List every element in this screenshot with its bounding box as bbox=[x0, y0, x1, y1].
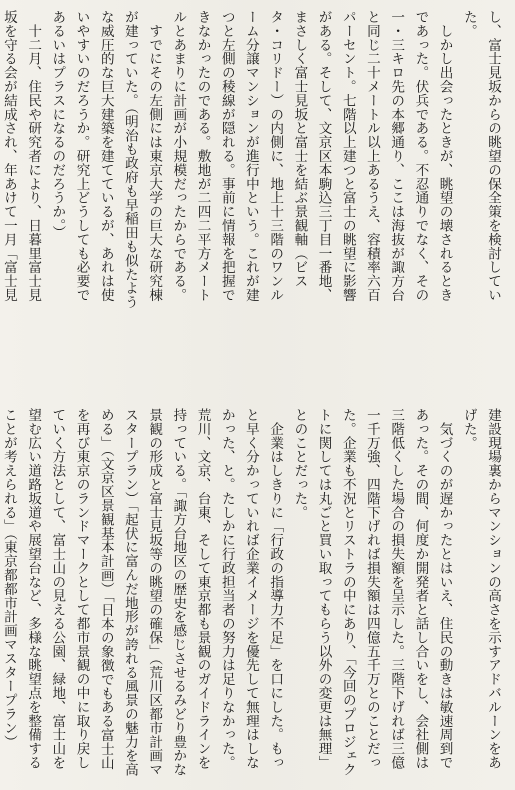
upper-text-block bbox=[0, 10, 505, 310]
paragraph: しかし出会ったときが、眺望の壊されるときであった。伏兵である。不忍通りでなく、その一・三キロ先の本郷通り、ここは海抜が諏方台と同じ二十メートル以上あるうえ、容積率六百パーセント。七階以上建つと富士の眺望に影響がある。そして、文京区本駒込三丁目一番地、まさしく富士見坂と富士を結ぶ景観軸（ビスタ・コリドー）の内側に、地上十三階のワンルーム分譲マンションが進行中という。これが建つと左側の稜線が隠れる。事前に情報を把握できなかったのである。敷地が二四二平方メートルとあまりに計画が小規模だったからである。 bbox=[170, 10, 453, 302]
lower-text-block bbox=[0, 408, 505, 780]
paragraph: すでにその左側には東京大学の巨大な研究棟が建っていた。（明治も政府も早稲田も似たような威圧的な巨大建築を建てているが、あれは使いやすいのだろうか。研究上どうしても必要であるいはプラスになるのだろうか。） bbox=[49, 10, 163, 309]
paragraph: 企業はしきりに「行政の指導力不足」を口にした。もっと早く分かっていれば企業イメージを優先して無理はしなかった、と。たしかに行政担当者の努力は足りなかった。荒川、文京、台東、そして東京都も景観のガイドラインを持っている。「諏方台地区の歴史を感じさせるみどり豊かな景観の形成と富士見坂等の眺望の確保」（荒川区都市計画マスタープラン）「起伏に富んだ地形が誇れる風景の魅力を高める」（文京区景観基本計画）「日本の象徴でもある富士山を再び東京のランドマークとして都市景観の中に取り戻していく方法として、富士山の見える公園、緑地、富士山を望む広い道路坂道や展望台など、多様な眺望点を整備することが考えられる」（東京都都市計画マスタープラン） bbox=[0, 408, 284, 777]
paragraph: 十二月、住民や研究者により、日暮里富士見坂を守る会が結成され、年あけて一月「富士見 bbox=[0, 10, 42, 302]
paragraph: し、富士見坂からの眺望の保全策を検討していた。 bbox=[460, 10, 501, 302]
section-divider bbox=[8, 360, 507, 361]
paragraph: 建設現場裏からマンションの高さを示すアドバルーンをあげた。 bbox=[460, 408, 501, 770]
paragraph: 気づくのが遅かったとはいえ、住民の動きは敏速周到であった。その間、何度か開発者と話し合いをし、会社側は三階低くした場合の損失額を呈示した。三階下げれば三億一千万強、四階下げれば損失額は四億五千万とのことだった。企業も不況とリストラの中にあり、「今回のプロジェクトに関しては丸ごと買い取ってもらう以外の変更は無理」とのことだった。 bbox=[291, 408, 453, 777]
